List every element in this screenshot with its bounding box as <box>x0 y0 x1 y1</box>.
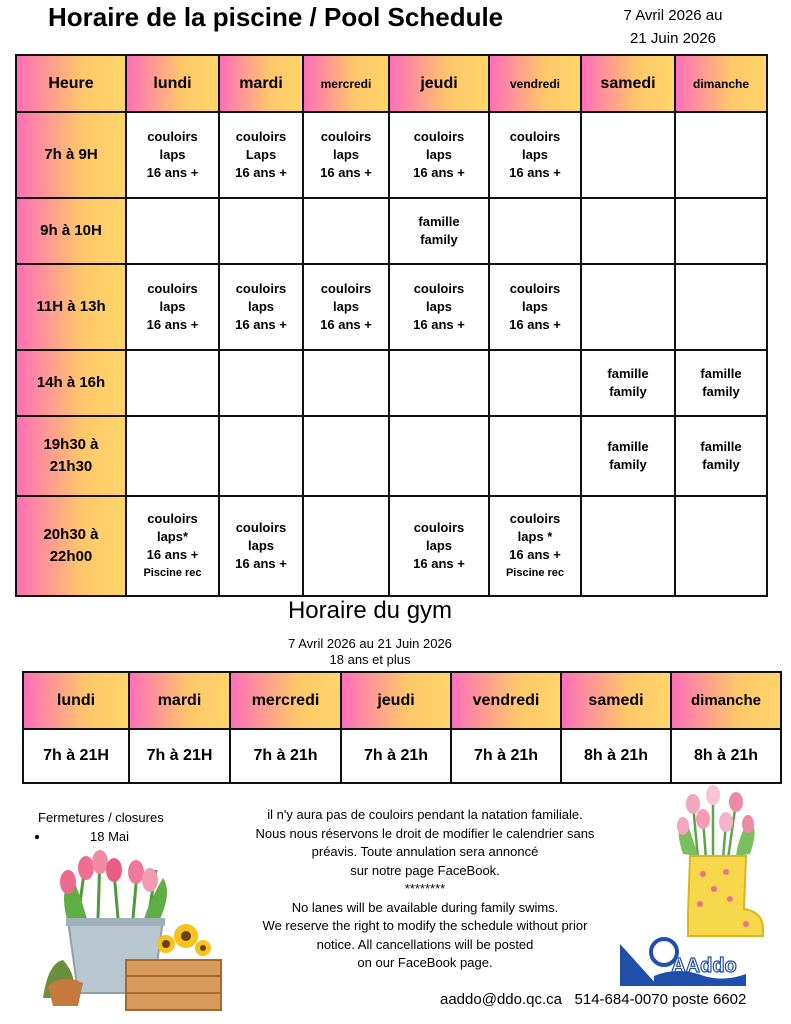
cell-line: family <box>702 384 740 399</box>
cell-line: couloirs <box>413 281 465 296</box>
schedule-cell <box>219 198 303 264</box>
gym-day-header: mardi <box>129 672 230 729</box>
cell-line: famille <box>418 214 460 229</box>
logo-text: AAddo <box>671 955 737 977</box>
cell-line: laps <box>425 299 452 314</box>
cell-line: couloirs <box>235 129 287 144</box>
gym-age: 18 ans et plus <box>329 652 411 667</box>
rain-boot-tulips-illustration <box>668 784 768 944</box>
gym-day-header: vendredi <box>451 672 561 729</box>
gym-title: Horaire du gym <box>287 597 453 624</box>
schedule-cell <box>489 264 581 350</box>
time-slot: 19h30 à 21h30 <box>16 416 126 496</box>
flower-bucket-illustration <box>38 848 228 1013</box>
cell-line: couloirs <box>320 129 372 144</box>
contact-phone: 514-684-0070 poste 6602 <box>574 991 747 1008</box>
schedule-cell <box>581 198 675 264</box>
schedule-cell <box>126 350 219 416</box>
schedule-cell <box>126 264 219 350</box>
cell-line: 16 ans + <box>413 556 465 571</box>
cell-line: Piscine rec <box>143 567 202 579</box>
pool-row <box>16 416 767 496</box>
gym-day-header: mercredi <box>230 672 341 729</box>
cell-line: laps <box>159 147 186 162</box>
yellow-boot-icon <box>688 856 763 936</box>
schedule-cell <box>303 264 389 350</box>
col-header-mercredi: mercredi <box>303 55 389 112</box>
cell-line: couloirs <box>147 281 198 296</box>
col-header-jeudi: jeudi <box>389 55 489 112</box>
cell-line: 16 ans + <box>235 317 287 332</box>
closures-list <box>38 827 164 846</box>
time-slot: 11H à 13h <box>16 264 126 350</box>
cell-line: 16 ans + <box>509 165 561 180</box>
schedule-cell <box>489 198 581 264</box>
pool-schedule-table <box>15 54 768 597</box>
gym-dates: 7 Avril 2026 au 21 Juin 2026 <box>288 636 452 651</box>
cell-line: 16 ans + <box>413 317 465 332</box>
cell-line: 16 ans + <box>146 547 199 562</box>
gym-schedule-table <box>22 671 782 784</box>
gym-day-header: jeudi <box>341 672 451 729</box>
note-fr-line: préavis. Toute annulation sera annoncé <box>311 844 539 859</box>
date-line-2: 21 Juin 2026 <box>630 30 716 47</box>
cell-line: couloirs <box>235 281 287 296</box>
cell-line: famille <box>700 439 742 454</box>
cell-line: laps <box>521 299 548 314</box>
cell-line: couloirs <box>509 129 561 144</box>
schedule-cell <box>389 350 489 416</box>
page-title: Horaire de la piscine / Pool Schedule <box>48 2 504 32</box>
gym-hours-cell: 7h à 21h <box>451 729 561 783</box>
note-en-line: No lanes will be available during family swims. <box>291 899 559 915</box>
schedule-cell <box>489 350 581 416</box>
note-separator: ******** <box>404 881 446 896</box>
cell-line: famille <box>607 366 649 381</box>
col-header-heure: Heure <box>16 55 126 112</box>
cell-line: family <box>609 457 647 472</box>
cell-line: family <box>420 232 458 247</box>
schedule-cell <box>675 198 767 264</box>
schedule-cell <box>303 198 389 264</box>
notes-block <box>230 806 620 973</box>
cell-line: couloirs <box>235 520 287 535</box>
col-header-mardi: mardi <box>219 55 303 112</box>
clay-pot-icon <box>48 979 83 1006</box>
schedule-cell <box>489 416 581 496</box>
gym-day-header: dimanche <box>671 672 781 729</box>
schedule-cell <box>219 350 303 416</box>
schedule-cell <box>219 416 303 496</box>
cell-line: 16 ans + <box>509 317 561 332</box>
pool-row <box>16 198 767 264</box>
cell-line: family <box>609 384 647 399</box>
cell-line: couloirs <box>320 281 372 296</box>
col-header-dimanche: dimanche <box>675 55 767 112</box>
cell-line: famille <box>700 366 742 381</box>
note-fr-line: il n'y aura pas de couloirs pendant la natation familiale. <box>267 807 583 822</box>
cell-line: couloirs <box>509 511 561 526</box>
cell-line: 16 ans + <box>146 317 199 332</box>
cell-line: 16 ans + <box>235 165 287 180</box>
schedule-cell <box>581 496 675 596</box>
schedule-cell <box>219 496 303 596</box>
schedule-cell <box>303 496 389 596</box>
cell-line: 16 ans + <box>320 165 372 180</box>
schedule-cell <box>581 416 675 496</box>
schedule-cell <box>581 112 675 198</box>
contact-email[interactable]: aaddo@ddo.qc.ca <box>440 991 562 1008</box>
gym-hours-cell: 7h à 21H <box>129 729 230 783</box>
cell-line: Laps <box>245 147 277 162</box>
schedule-cell <box>675 112 767 198</box>
col-header-samedi: samedi <box>581 55 675 112</box>
pool-row <box>16 496 767 596</box>
note-fr-line: Nous nous réservons le droit de modifier le calendrier sans <box>255 825 595 841</box>
cell-line: laps * <box>517 529 553 544</box>
cell-line: laps <box>332 147 359 162</box>
schedule-cell <box>303 112 389 198</box>
cell-line: laps <box>425 147 452 162</box>
schedule-cell <box>126 496 219 596</box>
schedule-cell <box>581 264 675 350</box>
tulip-stems-icon <box>60 850 167 923</box>
time-slot: 20h30 à 22h00 <box>16 496 126 596</box>
schedule-cell <box>675 264 767 350</box>
cell-line: family <box>702 457 740 472</box>
note-fr-line: sur notre page FaceBook. <box>350 862 500 878</box>
schedule-cell <box>303 416 389 496</box>
note-en-line: We reserve the right to modify the schedule without prior <box>262 918 588 933</box>
cell-line: 16 ans + <box>146 165 199 180</box>
schedule-cell <box>389 264 489 350</box>
closure-item: • 18 Mai <box>50 827 164 846</box>
cell-line: couloirs <box>413 520 465 535</box>
schedule-cell <box>581 350 675 416</box>
schedule-cell <box>389 198 489 264</box>
gym-hours-cell: 8h à 21h <box>561 729 671 783</box>
schedule-cell <box>389 416 489 496</box>
cell-line: couloirs <box>413 129 465 144</box>
schedule-cell <box>126 198 219 264</box>
cell-line: laps <box>247 538 274 553</box>
date-range <box>600 4 746 50</box>
gym-day-header: samedi <box>561 672 671 729</box>
schedule-cell <box>389 112 489 198</box>
pool-row <box>16 350 767 416</box>
schedule-cell <box>126 416 219 496</box>
cell-line: laps* <box>156 529 189 544</box>
pool-row <box>16 112 767 198</box>
cell-line: couloirs <box>509 281 561 296</box>
pool-header-row <box>16 55 767 112</box>
schedule-cell <box>675 350 767 416</box>
gym-subtitle <box>0 636 740 668</box>
gym-hours-cell: 8h à 21h <box>671 729 781 783</box>
cell-line: famille <box>607 439 649 454</box>
schedule-cell <box>126 112 219 198</box>
cell-line: 16 ans + <box>320 317 372 332</box>
time-slot: 14h à 16h <box>16 350 126 416</box>
time-slot: 9h à 10H <box>16 198 126 264</box>
contact-line <box>440 991 746 1008</box>
time-slot: 7h à 9H <box>16 112 126 198</box>
schedule-cell <box>489 496 581 596</box>
gym-days-row <box>23 672 781 729</box>
col-header-lundi: lundi <box>126 55 219 112</box>
closures-block <box>38 808 164 846</box>
sunflower-icon <box>157 924 211 956</box>
schedule-cell <box>489 112 581 198</box>
closures-label: Fermetures / closures <box>38 810 164 825</box>
pool-row <box>16 264 767 350</box>
schedule-cell <box>219 112 303 198</box>
cell-line: laps <box>247 299 274 314</box>
schedule-cell <box>389 496 489 596</box>
cell-line: laps <box>521 147 548 162</box>
cell-line: 16 ans + <box>235 556 287 571</box>
gym-hours-row <box>23 729 781 783</box>
col-header-vendredi: vendredi <box>489 55 581 112</box>
gym-hours-cell: 7h à 21H <box>23 729 129 783</box>
schedule-cell <box>675 496 767 596</box>
schedule-cell <box>219 264 303 350</box>
schedule-cell <box>303 350 389 416</box>
cell-line: laps <box>425 538 452 553</box>
cell-line: couloirs <box>147 511 198 526</box>
cell-line: Piscine rec <box>505 567 565 579</box>
cell-line: laps <box>159 299 186 314</box>
wooden-crate-icon <box>126 960 221 1010</box>
cell-line: laps <box>332 299 359 314</box>
cell-line: 16 ans + <box>413 165 465 180</box>
gym-hours-cell: 7h à 21h <box>230 729 341 783</box>
schedule-cell <box>675 416 767 496</box>
note-en-line: notice. All cancellations will be posted <box>316 936 534 952</box>
gym-day-header: lundi <box>23 672 129 729</box>
cell-line: couloirs <box>147 129 198 144</box>
aaddo-logo <box>618 936 748 988</box>
note-en-line: on our FaceBook page. <box>357 955 493 970</box>
date-line-1: 7 Avril 2026 au <box>623 7 723 24</box>
cell-line: 16 ans + <box>509 547 561 562</box>
tulip-bouquet-icon <box>677 785 755 859</box>
gym-hours-cell: 7h à 21h <box>341 729 451 783</box>
